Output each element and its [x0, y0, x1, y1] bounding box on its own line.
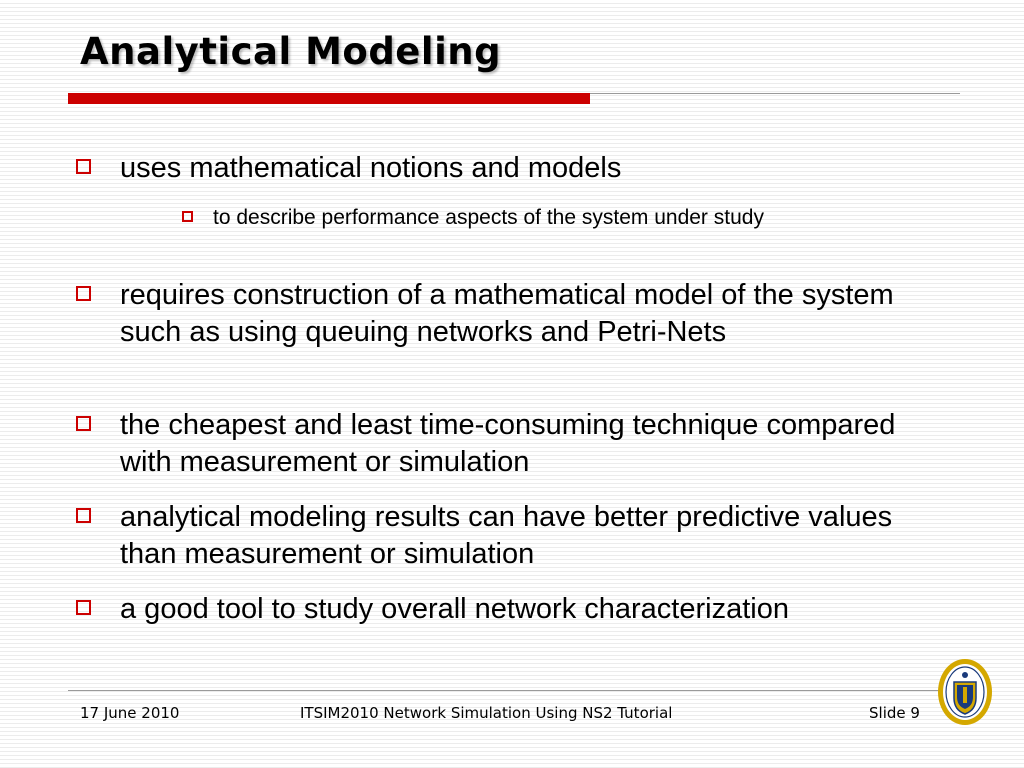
title-underline-gray: [590, 93, 960, 94]
bullet-item: [76, 407, 920, 481]
bullet-square-icon: [76, 600, 91, 615]
bullet-text: requires construction of a mathematical model of the system such as using queuing networks and Petri-Nets: [120, 279, 894, 348]
bullet-square-icon: [76, 416, 91, 431]
bullet-item: [76, 591, 920, 628]
footer-slide-number: Slide 9: [869, 704, 920, 722]
footer-presentation-title: ITSIM2010 Network Simulation Using NS2 Tutorial: [300, 704, 673, 722]
bullet-text: the cheapest and least time-consuming technique compared with measurement or simulation: [120, 409, 896, 478]
university-seal-logo-icon: [937, 658, 993, 726]
footer-date: 17 June 2010: [80, 704, 180, 722]
sub-bullet-square-icon: [182, 211, 193, 222]
bullet-item: [76, 150, 920, 187]
footer-rule: [68, 690, 960, 691]
bullet-text: a good tool to study overall network characterization: [120, 593, 789, 625]
bullet-square-icon: [76, 508, 91, 523]
title-underline-red: [68, 93, 590, 104]
bullet-text: uses mathematical notions and models: [120, 152, 622, 184]
bullet-square-icon: [76, 286, 91, 301]
slide-title: Analytical Modeling: [80, 30, 502, 73]
bullet-item: [76, 499, 920, 573]
bullet-text: analytical modeling results can have better predictive values than measurement or simulation: [120, 501, 893, 570]
bullet-item: [76, 277, 920, 351]
sub-bullet-text: to describe performance aspects of the system under study: [213, 206, 764, 229]
sub-bullet-item: [182, 203, 913, 233]
bullet-square-icon: [76, 159, 91, 174]
